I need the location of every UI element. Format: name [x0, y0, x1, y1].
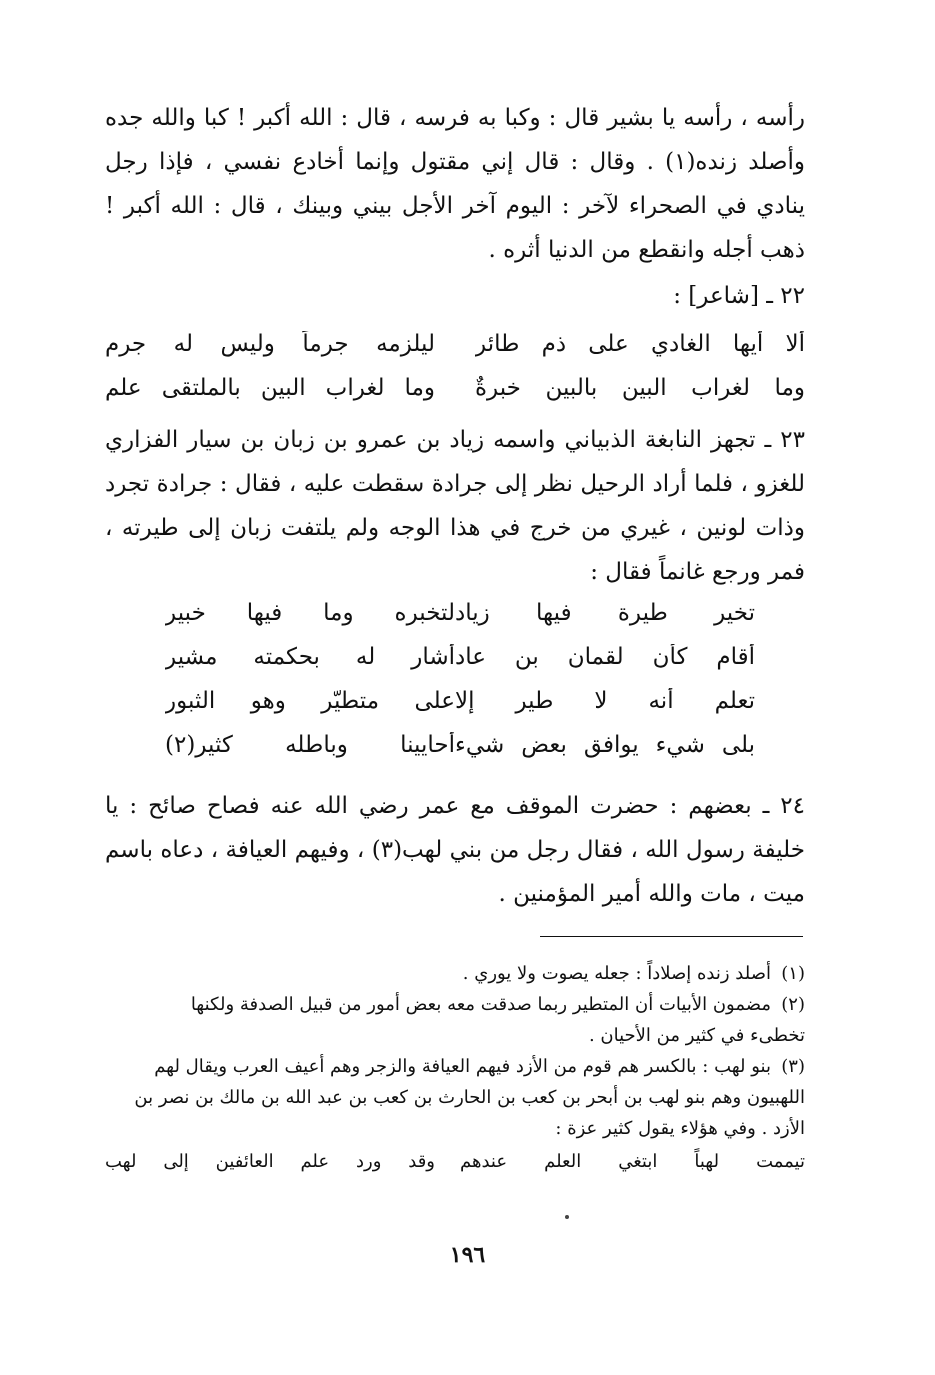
footnote-verse-line	[105, 1146, 805, 1180]
verse-line	[105, 331, 805, 375]
footnote-number: (٢)	[781, 994, 805, 1015]
footnote-separator	[540, 936, 803, 937]
verse-second-hemistich: وما لغراب البين بالملتقى علم	[105, 375, 435, 401]
paragraph-24	[105, 784, 805, 916]
footnote-text: مضمون الأبيات أن المتطير ربما صدقت معه بعض أمور من قبيل الصدفة ولكنها	[190, 994, 771, 1015]
verse-line	[105, 688, 805, 732]
verse-first-hemistich: أقام كأن لقمان بن عاد	[455, 644, 755, 670]
footnote-text: أصلد زنده إصلاداً : جعله يصوت ولا يوري .	[462, 963, 771, 984]
verse-first-hemistich: ألا أيها الغادي على ذم طائر	[475, 331, 805, 357]
print-speck	[565, 1215, 569, 1219]
verse-second-hemistich: ليلزمه جرماً وليس له جرم	[105, 331, 435, 357]
verse-first-hemistich: وما لغراب البين بالبين خبرةٌ	[475, 375, 805, 401]
footnote	[105, 989, 805, 1020]
verse-line	[105, 644, 805, 688]
verse-second-hemistich: على متطيّر وهو الثبور	[165, 688, 455, 714]
section-heading-22: ٢٢ ـ [شاعر] :	[673, 283, 805, 309]
paragraph-text: رأسه ، رأسه يا بشير قال : وكبا به فرسه ، قال : الله أكبر ! كبا والله جده وأصلد زنده(١) . وقال : قال إني مقتول وإنما أخادع نفسي ، فإذا رجل ينادي في الصحراء لآخر : اليوم آخر الأجل بيني وبينك ، قال : الله أكبر ! ذهب أجله وانقطع من الدنيا أثره .	[105, 105, 806, 263]
paragraph-text: ٢٤ ـ بعضهم : حضرت الموقف مع عمر رضي الله عنه فصاح صائح : يا خليفة رسول الله ، فقال رجل من بني لهب(٣) ، وفيهم العيافة ، دعاه باسم ميت ، مات والله أمير المؤمنين .	[105, 793, 805, 907]
verse-first-hemistich: بلى شيء يوافق بعض شيء	[455, 732, 755, 758]
paragraph-text: ٢٣ ـ تجهز النابغة الذبياني واسمه زياد بن عمرو بن زبان بن سيار الفزاري للغزو ، فلما أراد الرحيل نظر إلى جرادة سقطت عليه ، فقال : جرادة تجرد وذات لونين ، غيري من خرج في هذا الوجه ولم يلتفت زبان إلى طيرته ، فمر ورجع غانماً فقال :	[105, 427, 805, 585]
verse-line	[105, 375, 805, 419]
paragraph-23	[105, 418, 805, 594]
footnotes	[105, 958, 805, 1180]
page-number: ١٩٦	[449, 1242, 486, 1268]
verse-second-hemistich: أشار له بحكمته مشير	[165, 644, 455, 670]
footnote	[105, 1051, 805, 1082]
verse-first-hemistich: تعلم أنه لا طير إلا	[455, 688, 755, 714]
verse-first-hemistich: تيممت لهباً ابتغي العلم عندهم	[460, 1151, 805, 1172]
verse-line	[105, 732, 805, 776]
footnote-text: بنو لهب : بالكسر هم قوم من الأزد فيهم العيافة والزجر وهم أعيف العرب ويقال لهم	[154, 1056, 771, 1077]
verse-second-hemistich: لتخبره وما فيها خبير	[165, 600, 455, 626]
verse-first-hemistich: تخير طيرة فيها زياد	[455, 600, 755, 626]
footnote-continuation: اللهبيون وهم بنو لهب بن أبحر بن كعب بن الحارث بن كعب بن عبد الله بن مالك بن نصر بن الأزد . وفي هؤلاء يقول كثير عزة :	[134, 1087, 805, 1139]
poem-23	[105, 600, 805, 776]
paragraph-21-continuation	[105, 96, 805, 272]
footnote-continuation: تخطىء في كثير من الأحيان .	[588, 1025, 805, 1046]
verse-second-hemistich: أحايينا وباطله كثير(٢)	[165, 732, 455, 758]
footnote-number: (١)	[781, 963, 805, 984]
footnote-number: (٣)	[781, 1056, 805, 1077]
poem-22	[105, 331, 805, 419]
verse-second-hemistich: وقد ورد علم العائفين إلى لهب	[105, 1151, 435, 1172]
footnote	[105, 958, 805, 989]
verse-line	[105, 600, 805, 644]
